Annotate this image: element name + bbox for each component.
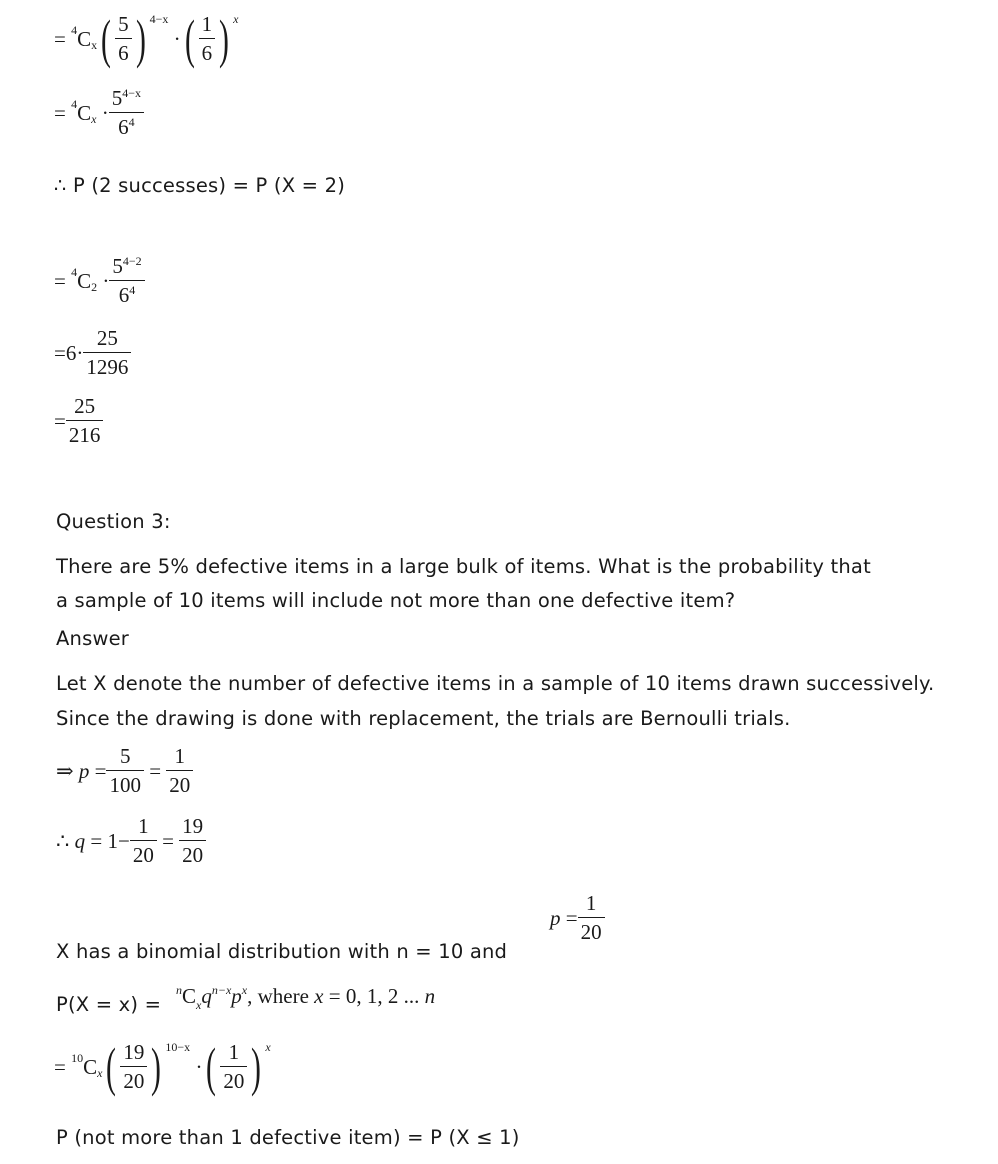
fraction	[83, 328, 131, 378]
question-text-line-1: There are 5% defective items in a large bulk of items. What is the probability that	[56, 555, 871, 578]
fraction-numerator: 19	[179, 816, 206, 841]
combination-symbol: C	[77, 268, 92, 293]
equals-sign: =	[94, 758, 107, 783]
exponent: 10−x	[165, 1039, 191, 1054]
exponent: 4−x	[122, 86, 141, 100]
formula-text: = 0, 1, 2 ...	[323, 984, 425, 1008]
fraction-numerator: 1	[578, 893, 605, 918]
expression-line-substituted	[54, 256, 145, 306]
fraction-numerator: 5	[106, 746, 144, 771]
fraction-denominator: 20	[123, 1069, 145, 1093]
equals-sign: =	[54, 340, 66, 365]
coefficient: 6	[65, 340, 77, 365]
equals-sign: =	[54, 268, 66, 293]
pmf-formula	[176, 983, 436, 1012]
combination-subscript: x	[91, 37, 98, 52]
fraction-numerator: 5	[111, 86, 123, 110]
combination-subscript: x	[91, 111, 97, 126]
fraction	[166, 746, 193, 796]
dot-operator: ·	[102, 268, 110, 293]
combination-prefix: 4	[71, 264, 78, 279]
exponent: 4−2	[122, 254, 142, 268]
number: 1	[107, 828, 118, 853]
answer-label: Answer	[56, 627, 130, 650]
combination-prefix: 4	[71, 96, 78, 111]
fraction-denominator: 20	[182, 843, 204, 867]
fraction	[130, 816, 157, 866]
combination-symbol: C	[182, 984, 197, 1008]
equals-sign: =	[54, 100, 66, 125]
right-paren: )	[251, 1037, 262, 1097]
binomial-statement: X has a binomial distribution with n = 10 and	[56, 940, 508, 963]
exponent: x	[233, 11, 239, 26]
fraction-denominator: 20	[169, 773, 191, 797]
fraction-denominator: 20	[580, 920, 602, 944]
fraction-numerator: 25	[83, 328, 131, 353]
exponent: x	[241, 983, 248, 997]
dot-operator: ·	[173, 26, 181, 51]
exponent: 4−x	[149, 11, 169, 26]
equals-sign: =	[54, 26, 66, 51]
exponent: x	[265, 1039, 271, 1054]
equals-sign: =	[162, 828, 174, 853]
variable-p: p	[78, 758, 90, 783]
right-paren: )	[219, 9, 230, 69]
equals-sign: =	[54, 408, 66, 433]
fraction-denominator: 1296	[86, 355, 129, 379]
exponent: 4	[129, 283, 136, 297]
fraction-denominator: 6	[201, 41, 213, 65]
fraction-numerator: 1	[166, 746, 193, 771]
fraction-denominator: 216	[68, 423, 101, 447]
expression-line-binomial-general	[54, 9, 239, 69]
fraction-numerator: 19	[120, 1042, 147, 1067]
fraction-denominator: 6	[118, 283, 130, 307]
combination-prefix: 4	[71, 22, 78, 37]
combination-prefix: 10	[71, 1050, 84, 1065]
fraction	[109, 256, 144, 306]
question-heading: Question 3:	[56, 510, 171, 533]
equals-sign: =	[54, 1054, 66, 1079]
variable-p: p	[231, 984, 242, 1008]
fraction-numerator: 25	[66, 396, 104, 421]
answer-text-line-1: Let X denote the number of defective items in a sample of 10 items drawn successively.	[56, 672, 935, 695]
dot-operator: ·	[76, 340, 84, 365]
minus-sign: −	[117, 828, 130, 853]
final-statement: P (not more than 1 defective item) = P (X ≤ 1)	[56, 1126, 520, 1149]
equals-sign: =	[149, 758, 162, 783]
left-paren: (	[184, 9, 195, 69]
variable-q: q	[201, 984, 212, 1008]
formula-text: , where	[247, 984, 315, 1008]
answer-text-line-2: Since the drawing is done with replacement, the trials are Bernoulli trials.	[56, 707, 791, 730]
fraction	[115, 14, 132, 64]
expression-line-result	[54, 396, 103, 446]
fraction	[66, 396, 104, 446]
fraction	[106, 746, 144, 796]
combination-symbol: C	[77, 26, 92, 51]
fraction-numerator: 5	[115, 14, 132, 39]
expression-line-numeric	[54, 328, 131, 378]
fraction-denominator: 20	[132, 843, 154, 867]
equals-sign: =	[565, 905, 578, 930]
fraction-denominator: 6	[118, 115, 129, 139]
fraction-numerator: 1	[199, 14, 216, 39]
fraction-denominator: 6	[118, 41, 129, 65]
left-paren: (	[106, 1037, 117, 1097]
fraction	[179, 816, 206, 866]
fraction	[120, 1042, 147, 1092]
dot-operator: ·	[101, 100, 109, 125]
right-paren: )	[151, 1037, 162, 1097]
fraction	[199, 14, 216, 64]
fraction	[220, 1042, 247, 1092]
p-equation	[56, 746, 193, 796]
binomial-p-value	[550, 893, 605, 943]
pmf-label: P(X = x) =	[56, 993, 162, 1016]
combination-subscript: x	[97, 1065, 103, 1080]
right-paren: )	[135, 9, 146, 69]
therefore-symbol: ∴	[56, 828, 70, 853]
dot-operator: ·	[195, 1054, 203, 1079]
q-equation	[56, 816, 206, 866]
combination-subscript: x	[196, 998, 202, 1012]
fraction-numerator: 1	[130, 816, 157, 841]
fraction	[578, 893, 605, 943]
left-paren: (	[206, 1037, 217, 1097]
fraction-numerator: 5	[112, 254, 123, 278]
expression-line-pmf-substituted	[54, 1037, 271, 1097]
combination-prefix: n	[176, 983, 182, 997]
fraction	[109, 88, 144, 138]
combination-symbol: C	[77, 100, 92, 125]
variable-n: n	[424, 984, 436, 1008]
exponent: 4	[128, 115, 135, 129]
combination-symbol: C	[83, 1054, 98, 1079]
implies-arrow: ⇒	[56, 758, 74, 783]
variable-x: x	[314, 984, 324, 1008]
fraction-denominator: 100	[109, 773, 141, 797]
combination-subscript: 2	[91, 279, 98, 294]
therefore-statement: ∴ P (2 successes) = P (X = 2)	[54, 174, 346, 197]
question-text-line-2: a sample of 10 items will include not more than one defective item?	[56, 589, 736, 612]
exponent: n−x	[211, 983, 232, 997]
fraction-denominator: 20	[223, 1069, 245, 1093]
variable-q: q	[74, 828, 86, 853]
variable-p: p	[550, 905, 561, 930]
left-paren: (	[101, 9, 112, 69]
fraction-numerator: 1	[220, 1042, 247, 1067]
equals-sign: =	[90, 828, 103, 853]
expression-line-simplified	[54, 88, 144, 138]
